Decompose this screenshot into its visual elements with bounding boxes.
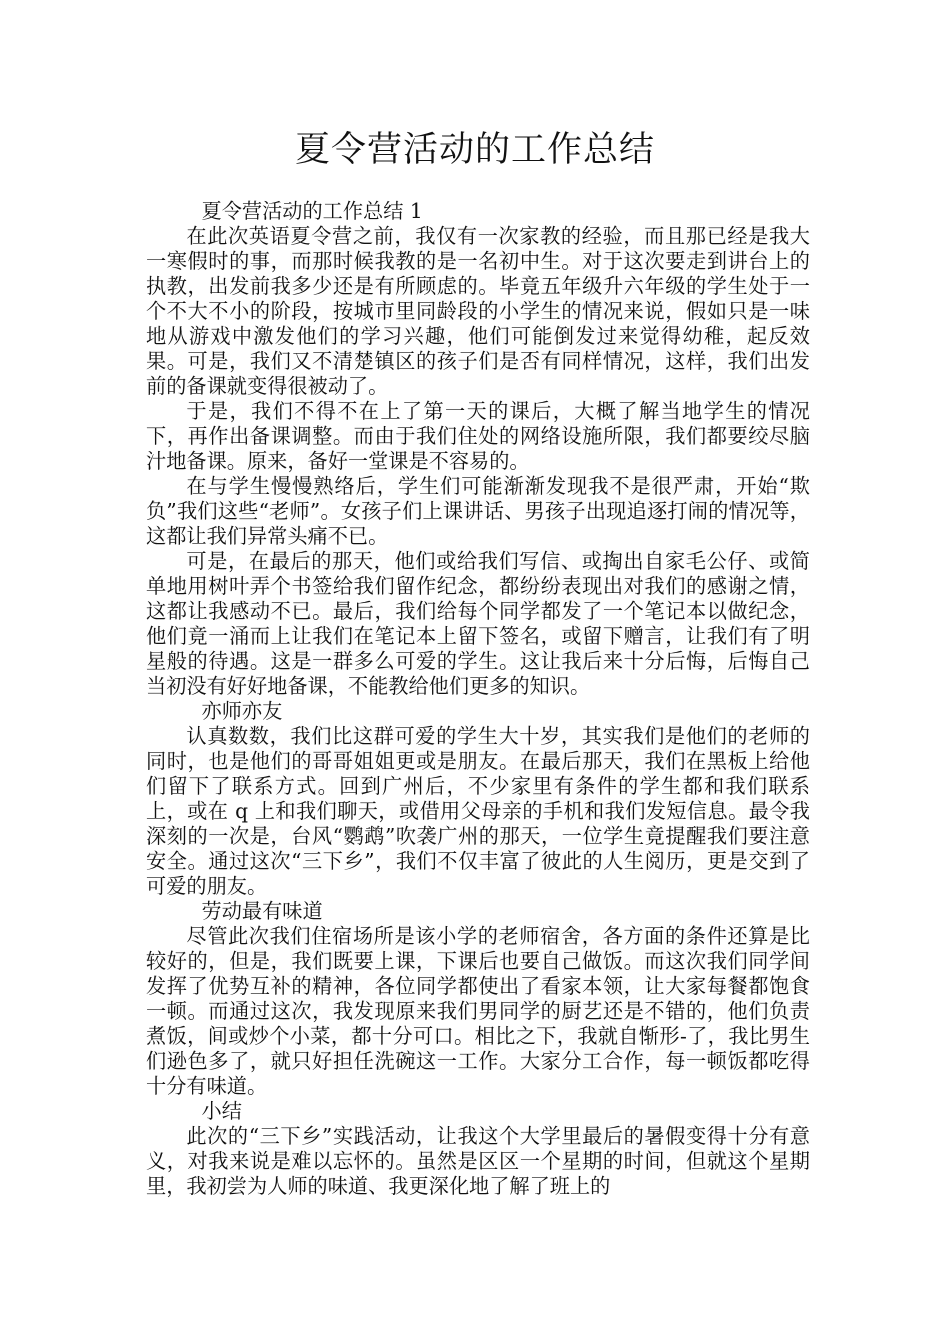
- section-heading: 夏令营活动的工作总结 1: [201, 199, 423, 223]
- paragraph: 在此次英语夏令营之前，我仅有一次家教的经验，而且那已经是我大一寒假时的事，而那时候我教的是一名初中生。对于这次要走到讲台上的执教，出发前我多少还是有所顾虑的。毕竟五年级升六年级的学生处于一个不大不小的阶段，按城市里同龄段的小学生的情况来说，假如只是一味地从游戏中激发他们的学习兴趣，他们可能倒发过来觉得幼稚，起反效果。可是，我们又不清楚镇区的孩子们是否有同样情况，这样，我们出发前的备课就变得很被动了。: [146, 224, 810, 398]
- paragraph: 尽管此次我们住宿场所是该小学的老师宿舍，各方面的条件还算是比较好的，但是，我们既要上课，下课后也要自己做饭。而这次我们同学间发挥了优势互补的精神，各位同学都使出了看家本领，让大家每餐都饱食一顿。而通过这次，我发现原来我们男同学的厨艺还是不错的，他们负责煮饭，间或炒个小菜，都十分可口。相比之下，我就自惭形-了，我比男生们逊色多了，就只好担任洗碗这一工作。大家分工合作，每一顿饭都吃得十分有味道。: [146, 924, 810, 1098]
- section-heading: 亦师亦友: [201, 699, 283, 723]
- document-body: [146, 199, 810, 1199]
- paragraph: 认真数数，我们比这群可爱的学生大十岁，其实我们是他们的老师的同时，也是他们的哥哥姐姐更或是朋友。在最后那天，我们在黑板上给他们留下了联系方式。回到广州后，不少家里有条件的学生都和我们联系上，或在 q 上和我们聊天，或借用父母亲的手机和我们发短信息。最令我深刻的一次是，台风“鹦鹉”吹袭广州的那天，一位学生竟提醒我们要注意安全。通过这次“三下乡”，我们不仅丰富了彼此的人生阅历，更是交到了可爱的朋友。: [146, 724, 810, 898]
- paragraph: 可是，在最后的那天，他们或给我们写信、或掏出自家毛公仔、或简单地用树叶弄个书签给我们留作纪念，都纷纷表现出对我们的感谢之情，这都让我感动不已。最后，我们给每个同学都发了一个笔记本以做纪念，他们竟一涌而上让我们在笔记本上留下签名，或留下赠言，让我们有了明星般的待遇。这是一群多么可爱的学生。这让我后来十分后悔，后悔自己当初没有好好地备课，不能教给他们更多的知识。: [146, 549, 810, 698]
- section-heading: 小结: [201, 1099, 242, 1123]
- document-title: 夏令营活动的工作总结: [294, 130, 655, 170]
- paragraph: 此次的“三下乡”实践活动，让我这个大学里最后的暑假变得十分有意义，对我来说是难以忘怀的。虽然是区区一个星期的时间，但就这个星期里，我初尝为人师的味道、我更深化地了解了班上的: [146, 1124, 810, 1198]
- paragraph: 于是，我们不得不在上了第一天的课后，大概了解当地学生的情况下，再作出备课调整。而由于我们住处的网络设施所限，我们都要绞尽脑汁地备课。原来，备好一堂课是不容易的。: [146, 399, 810, 473]
- paragraph: 在与学生慢慢熟络后，学生们可能渐渐发现我不是很严肃，开始“欺负”我们这些“老师”。女孩子们上课讲话、男孩子出现追逐打闹的情况等，这都让我们异常头痛不已。: [146, 474, 810, 548]
- section-heading: 劳动最有味道: [201, 899, 323, 923]
